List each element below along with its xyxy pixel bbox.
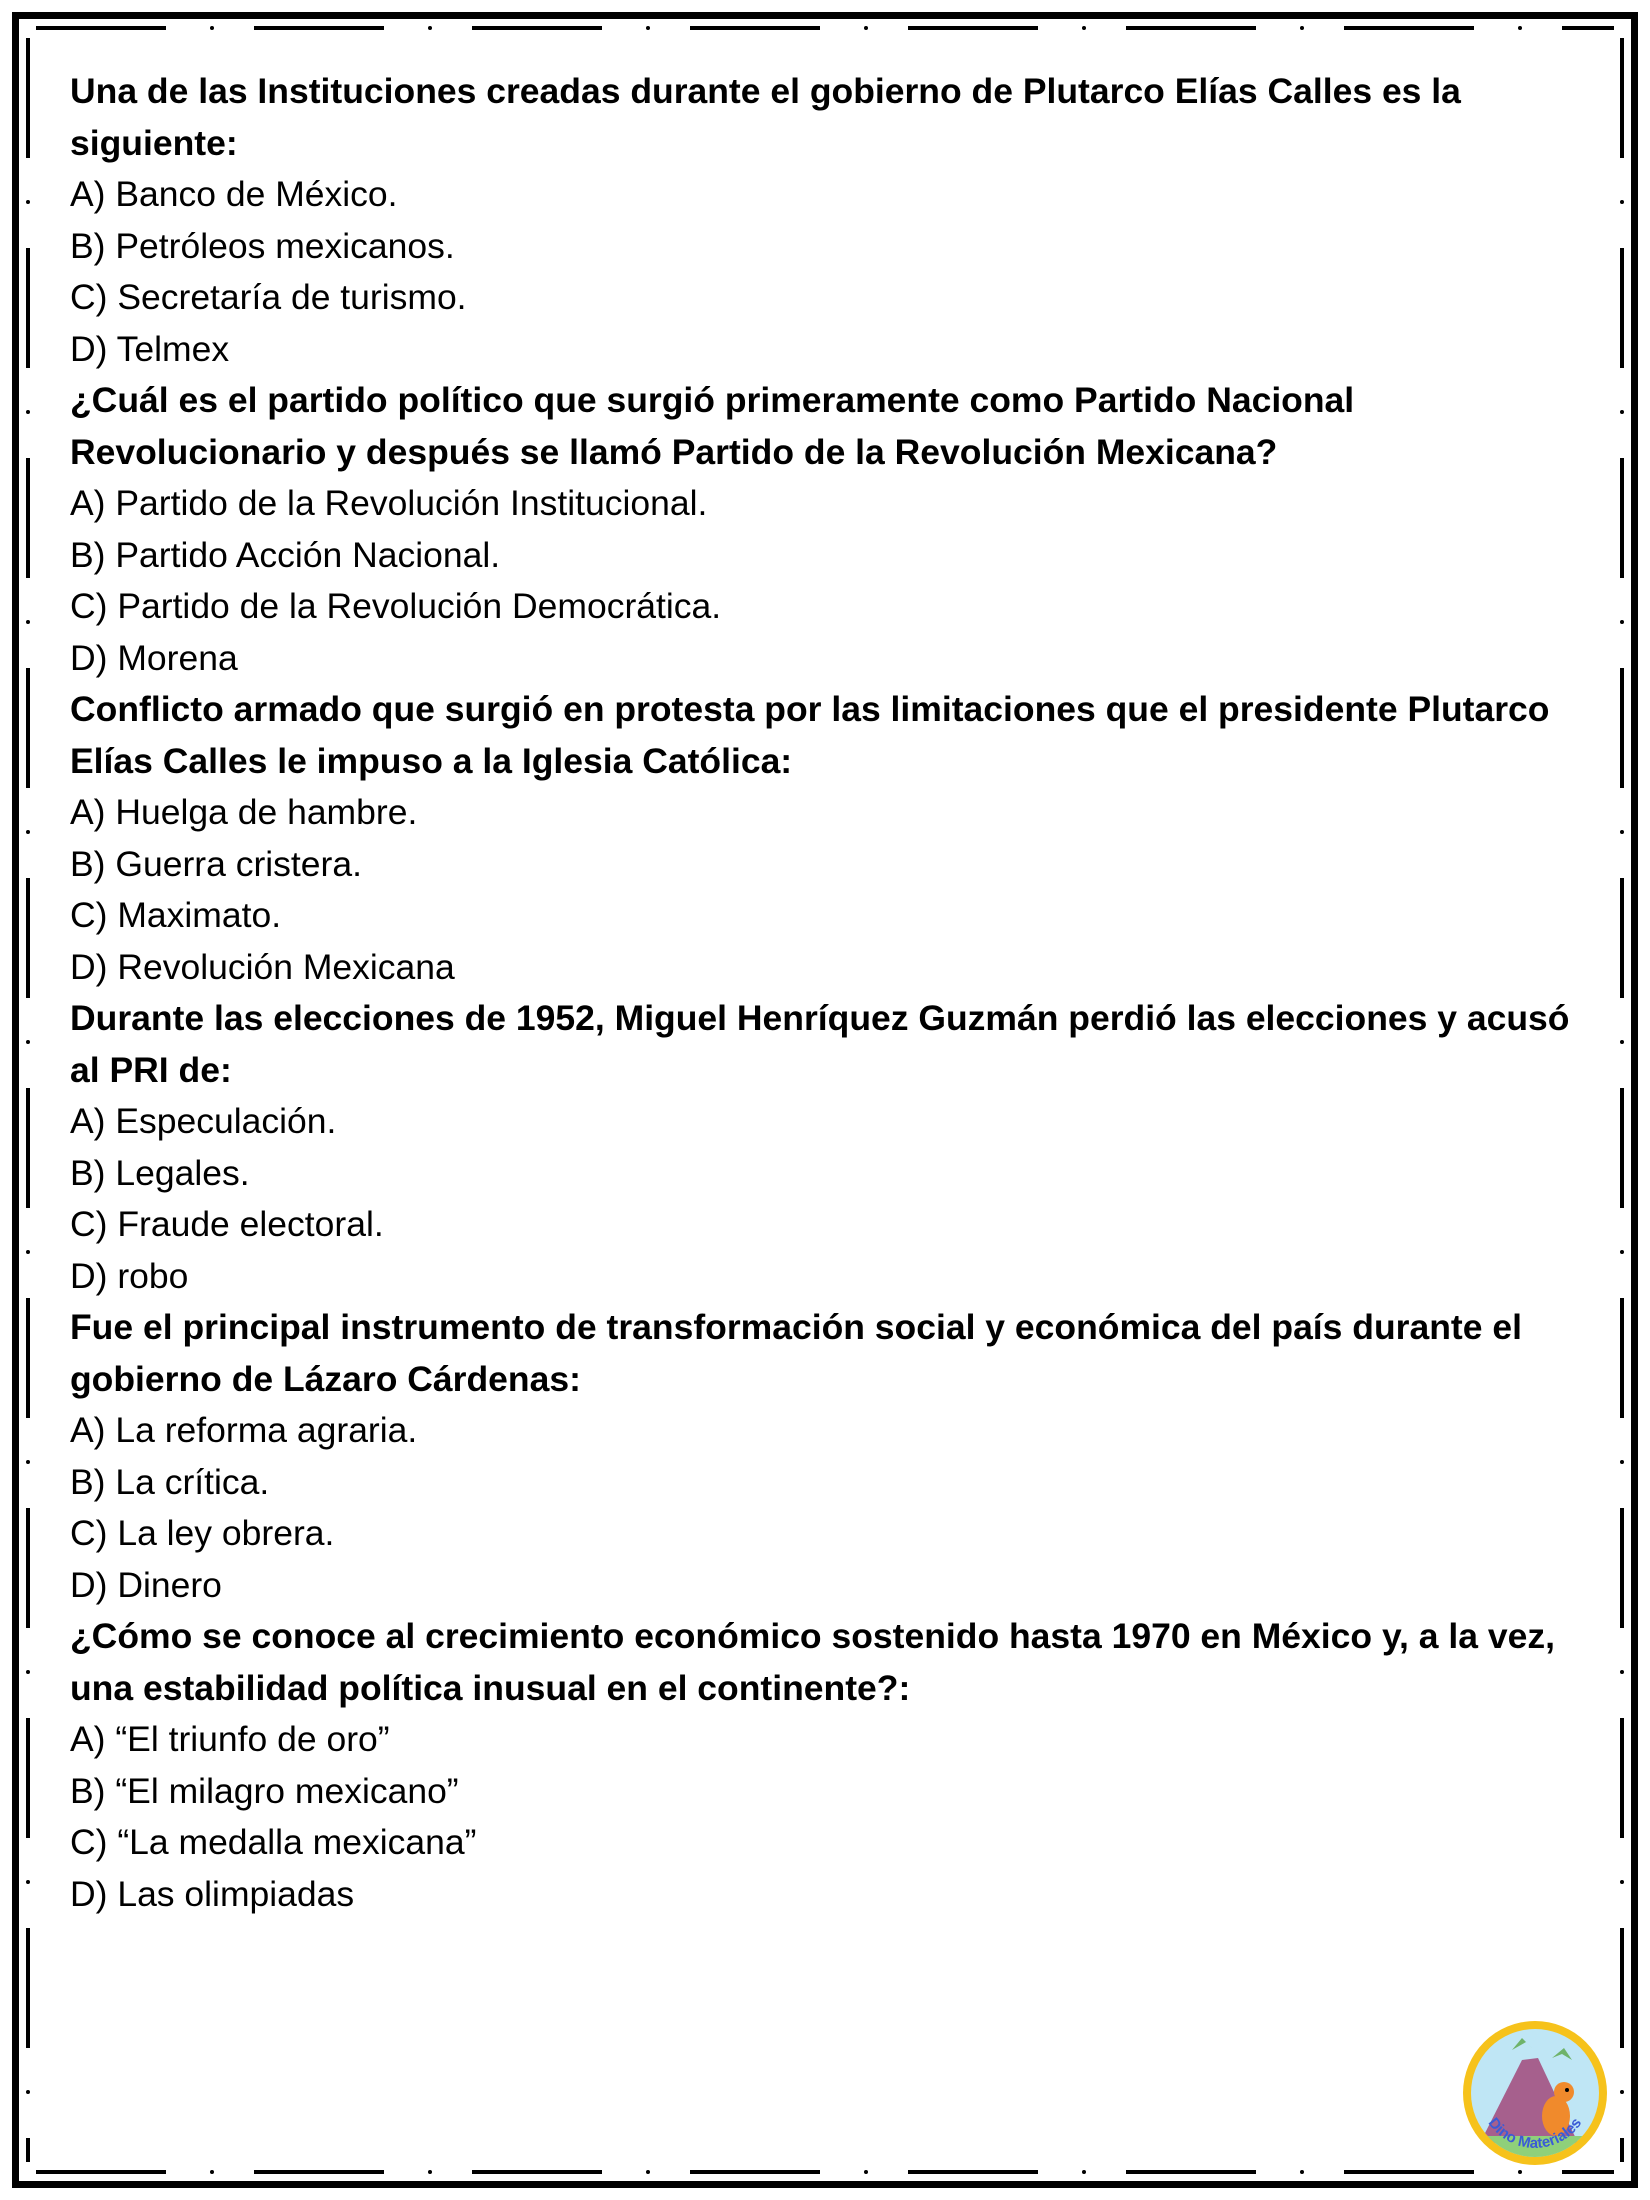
border-dash bbox=[690, 2170, 820, 2174]
question-prompt: Conflicto armado que surgió en protesta por las limitaciones que el presidente Plutarco Elías Calles le impuso a la Iglesia Católica: bbox=[70, 689, 1550, 781]
border-dash bbox=[1620, 1508, 1624, 1628]
border-dash bbox=[36, 26, 166, 30]
border-dot bbox=[1620, 1040, 1624, 1044]
answer-option-c: C) Maximato. bbox=[70, 895, 282, 935]
border-dash bbox=[1562, 26, 1614, 30]
border-dot bbox=[646, 2170, 650, 2174]
border-dot bbox=[26, 200, 30, 204]
answer-option-a: A) Especulación. bbox=[70, 1101, 337, 1141]
border-dash bbox=[26, 458, 30, 578]
border-dot bbox=[1620, 620, 1624, 624]
answer-option-a: A) “El triunfo de oro” bbox=[70, 1719, 390, 1759]
question-block bbox=[70, 1302, 1590, 1611]
border-dash bbox=[690, 26, 820, 30]
border-dash bbox=[26, 1298, 30, 1418]
border-dash bbox=[1620, 2138, 1624, 2162]
answer-option-a: A) Partido de la Revolución Institucional. bbox=[70, 483, 708, 523]
border-dash bbox=[254, 2170, 384, 2174]
border-dot bbox=[1620, 410, 1624, 414]
border-dot bbox=[1082, 26, 1086, 30]
question-block bbox=[70, 1611, 1590, 1920]
answer-option-d: D) Revolución Mexicana bbox=[70, 946, 455, 987]
border-dash bbox=[1620, 668, 1624, 788]
dino-materiales-logo bbox=[1460, 2018, 1610, 2168]
answer-option-b: B) Petróleos mexicanos. bbox=[70, 225, 455, 266]
answer-option-c: C) La ley obrera. bbox=[70, 1513, 335, 1553]
border-dash bbox=[1620, 1718, 1624, 1838]
border-dot bbox=[1620, 1880, 1624, 1884]
border-dot bbox=[864, 26, 868, 30]
question-prompt: Fue el principal instrumento de transformación social y económica del país durante el gobierno de Lázaro Cárdenas: bbox=[70, 1307, 1522, 1399]
border-dash bbox=[1126, 2170, 1256, 2174]
border-dash bbox=[1620, 878, 1624, 998]
border-dot bbox=[1300, 2170, 1304, 2174]
border-dot bbox=[1518, 26, 1522, 30]
border-dot bbox=[1620, 200, 1624, 204]
border-dash bbox=[1620, 1298, 1624, 1418]
border-dot bbox=[1620, 1250, 1624, 1254]
border-dash bbox=[26, 668, 30, 788]
question-block bbox=[70, 66, 1590, 375]
answer-option-a: A) Banco de México. bbox=[70, 174, 398, 214]
answer-option-b: B) “El milagro mexicano” bbox=[70, 1770, 459, 1811]
answer-option-b: B) Legales. bbox=[70, 1152, 250, 1193]
quiz-content bbox=[70, 66, 1590, 1920]
border-dash bbox=[26, 1088, 30, 1208]
border-dash bbox=[1126, 26, 1256, 30]
question-prompt: ¿Cuál es el partido político que surgió primeramente como Partido Nacional Revolucionario y después se llamó Partido de la Revolución Mexicana? bbox=[70, 380, 1355, 472]
border-dash bbox=[472, 2170, 602, 2174]
question-block bbox=[70, 684, 1590, 993]
answer-option-d: D) robo bbox=[70, 1255, 189, 1296]
border-dot bbox=[26, 830, 30, 834]
border-dot bbox=[26, 620, 30, 624]
question-block bbox=[70, 375, 1590, 684]
border-dash bbox=[1620, 458, 1624, 578]
border-dot bbox=[26, 2090, 30, 2094]
border-dash bbox=[1344, 2170, 1474, 2174]
border-dot bbox=[1620, 1670, 1624, 1674]
border-dot bbox=[646, 26, 650, 30]
answer-option-c: C) Secretaría de turismo. bbox=[70, 277, 467, 317]
logo-text: Dino Materiales bbox=[1484, 2114, 1586, 2152]
border-dash bbox=[26, 1508, 30, 1628]
question-block bbox=[70, 993, 1590, 1302]
border-dash bbox=[26, 38, 30, 158]
border-dot bbox=[1620, 1460, 1624, 1464]
border-dot bbox=[1518, 2170, 1522, 2174]
border-dash bbox=[26, 2138, 30, 2162]
border-dash bbox=[1562, 2170, 1614, 2174]
answer-option-d: D) Morena bbox=[70, 637, 238, 678]
border-dot bbox=[1300, 26, 1304, 30]
border-dot bbox=[1620, 2090, 1624, 2094]
question-prompt: ¿Cómo se conoce al crecimiento económico sostenido hasta 1970 en México y, a la vez, una estabilidad política inusual en el continente?: bbox=[70, 1616, 1555, 1708]
answer-option-b: B) Guerra cristera. bbox=[70, 843, 362, 884]
border-dot bbox=[210, 2170, 214, 2174]
question-prompt: Una de las Instituciones creadas durante el gobierno de Plutarco Elías Calles es la siguiente: bbox=[70, 71, 1461, 163]
answer-option-c: C) Partido de la Revolución Democrática. bbox=[70, 586, 722, 626]
border-dot bbox=[428, 26, 432, 30]
border-dash bbox=[908, 2170, 1038, 2174]
border-dot bbox=[210, 26, 214, 30]
border-dot bbox=[428, 2170, 432, 2174]
answer-option-b: B) Partido Acción Nacional. bbox=[70, 534, 501, 575]
border-dot bbox=[26, 1460, 30, 1464]
answer-option-c: C) “La medalla mexicana” bbox=[70, 1822, 477, 1862]
border-dash bbox=[1620, 248, 1624, 368]
border-dash bbox=[36, 2170, 166, 2174]
border-dash bbox=[1620, 1088, 1624, 1208]
answer-option-d: D) Dinero bbox=[70, 1564, 222, 1605]
border-dot bbox=[1620, 830, 1624, 834]
dinosaur-head-icon bbox=[1554, 2082, 1574, 2102]
border-dash bbox=[26, 878, 30, 998]
border-dash bbox=[908, 26, 1038, 30]
border-dash bbox=[1620, 1928, 1624, 2048]
border-dot bbox=[26, 1880, 30, 1884]
answer-option-a: A) Huelga de hambre. bbox=[70, 792, 418, 832]
border-dot bbox=[26, 1670, 30, 1674]
answer-option-b: B) La crítica. bbox=[70, 1461, 270, 1502]
border-dash bbox=[472, 26, 602, 30]
answer-option-c: C) Fraude electoral. bbox=[70, 1204, 384, 1244]
answer-option-a: A) La reforma agraria. bbox=[70, 1410, 418, 1450]
border-dot bbox=[26, 1040, 30, 1044]
border-dash bbox=[26, 1718, 30, 1838]
border-dot bbox=[26, 1250, 30, 1254]
border-dash bbox=[26, 248, 30, 368]
question-prompt: Durante las elecciones de 1952, Miguel Henríquez Guzmán perdió las elecciones y acusó al PRI de: bbox=[70, 998, 1570, 1090]
border-dash bbox=[26, 1928, 30, 2048]
border-dot bbox=[864, 2170, 868, 2174]
border-dash bbox=[1620, 38, 1624, 158]
border-dot bbox=[26, 410, 30, 414]
border-dash bbox=[1344, 26, 1474, 30]
border-dash bbox=[254, 26, 384, 30]
border-dot bbox=[1082, 2170, 1086, 2174]
answer-option-d: D) Las olimpiadas bbox=[70, 1873, 355, 1914]
answer-option-d: D) Telmex bbox=[70, 328, 230, 369]
